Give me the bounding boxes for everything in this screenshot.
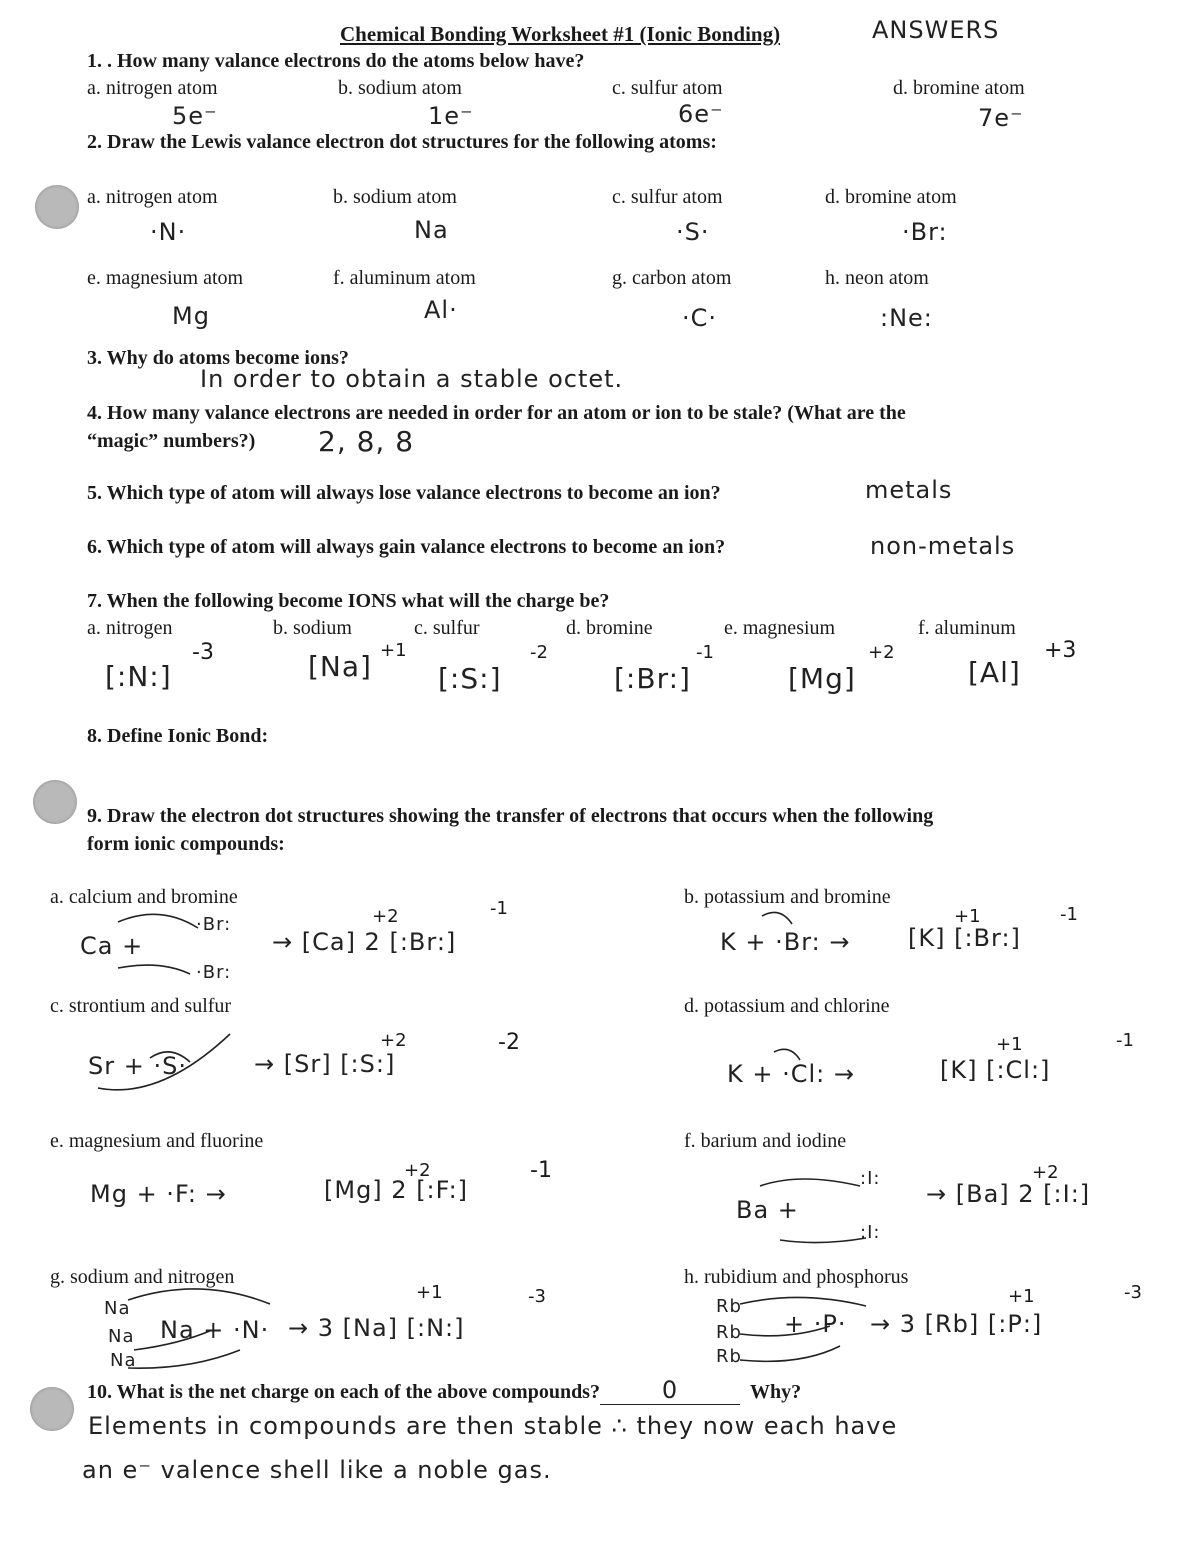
- q3-answer: In order to obtain a stable octet.: [200, 365, 624, 393]
- q9f-left: Ba +: [736, 1196, 799, 1224]
- q9c-left: Sr + ·S·: [88, 1052, 187, 1080]
- q1-answer-a: 5e⁻: [172, 102, 218, 130]
- q2-answer-f: Al·: [424, 296, 458, 324]
- q9a-label: a. calcium and bromine: [50, 886, 238, 908]
- q7-option-b: b. sodium: [273, 617, 352, 639]
- q9f-arrow-1: [760, 1179, 860, 1186]
- q7-option-a: a. nitrogen: [87, 617, 173, 639]
- q7-option-c: c. sulfur: [414, 617, 480, 639]
- q2-option-f: f. aluminum atom: [333, 267, 476, 289]
- q1-option-d: d. bromine atom: [893, 77, 1025, 99]
- q9b-arrow: [762, 912, 792, 924]
- q7-charge-b: +1: [380, 640, 407, 661]
- q2-option-a: a. nitrogen atom: [87, 186, 218, 208]
- q9e-product: [Mg] 2 [:F:]: [324, 1176, 469, 1204]
- q9b-left: K + ·Br: →: [720, 928, 851, 956]
- q9g-charge-1: +1: [416, 1282, 443, 1303]
- q2-answer-d: ·Br:: [902, 218, 948, 246]
- q2-answer-h: :Ne:: [880, 304, 933, 332]
- q7-charge-a: -3: [192, 640, 214, 665]
- q1-answer-b: 1e⁻: [428, 102, 474, 130]
- q1-option-c: c. sulfur atom: [612, 77, 723, 99]
- question-7: 7. When the following become IONS what will the charge be?: [87, 590, 610, 612]
- q9h-arrow-1: [740, 1297, 866, 1306]
- q9b-label: b. potassium and bromine: [684, 886, 891, 908]
- q9g-na-3: Na: [110, 1350, 137, 1371]
- q7-option-f: f. aluminum: [918, 617, 1016, 639]
- q9b-product: [K] [:Br:]: [908, 924, 1021, 952]
- q9d-left: K + ·Cl: →: [727, 1060, 855, 1088]
- q2-answer-g: ·C·: [682, 304, 718, 332]
- q9a-left: Ca +: [80, 932, 144, 960]
- q9f-reactant-i1: :I:: [860, 1168, 881, 1189]
- q7-charge-d: -1: [696, 642, 714, 663]
- q10-answer-line-2: an e⁻ valence shell like a noble gas.: [82, 1456, 552, 1484]
- q9h-left: + ·P·: [784, 1310, 847, 1338]
- q9b-charge-2: -1: [1060, 904, 1078, 925]
- q9h-product: → 3 [Rb] [:P:]: [870, 1310, 1043, 1338]
- q9e-charge-1: +2: [404, 1160, 431, 1181]
- q6-answer: non-metals: [870, 532, 1016, 560]
- q9f-product: → [Ba] 2 [:I:]: [926, 1180, 1091, 1208]
- q9h-label: h. rubidium and phosphorus: [684, 1266, 909, 1288]
- q9d-arrow: [774, 1049, 800, 1060]
- q9b-charge-1: +1: [954, 906, 981, 927]
- q2-answer-c: ·S·: [676, 218, 710, 246]
- q7-answer-d: [:Br:]: [614, 662, 691, 695]
- q9h-rb-2: Rb: [716, 1322, 742, 1343]
- q7-answer-b: [Na]: [308, 650, 372, 683]
- q9h-rb-3: Rb: [716, 1346, 742, 1367]
- question-8: 8. Define Ionic Bond:: [87, 725, 269, 747]
- q9g-na-2: Na: [108, 1326, 135, 1347]
- q1-answer-c: 6e⁻: [678, 100, 724, 128]
- q1-option-a: a. nitrogen atom: [87, 77, 218, 99]
- q2-option-h: h. neon atom: [825, 267, 929, 289]
- q10-blank-answer: 0: [600, 1376, 740, 1405]
- q9c-arrow-1: [98, 1034, 230, 1090]
- q9a-arrow-1: [118, 914, 198, 928]
- q9h-rb-1: Rb: [716, 1296, 742, 1317]
- q2-option-b: b. sodium atom: [333, 186, 457, 208]
- q9a-charge-1: +2: [372, 906, 399, 927]
- q1-option-b: b. sodium atom: [338, 77, 462, 99]
- q7-option-d: d. bromine: [566, 617, 653, 639]
- q9c-label: c. strontium and sulfur: [50, 995, 232, 1017]
- q5-answer: metals: [865, 476, 953, 504]
- q7-answer-f: [Al]: [968, 656, 1021, 689]
- q1-answer-d: 7e⁻: [978, 104, 1024, 132]
- q9c-charge-2: -2: [498, 1030, 520, 1055]
- q9a-reactant-br2: ·Br:: [196, 962, 232, 983]
- q9h-charge-1: +1: [1008, 1286, 1035, 1307]
- q2-option-e: e. magnesium atom: [87, 267, 244, 289]
- q10-why: Why?: [749, 1381, 802, 1403]
- q9c-charge-1: +2: [380, 1030, 407, 1051]
- q7-charge-c: -2: [530, 642, 548, 663]
- q9f-label: f. barium and iodine: [684, 1130, 847, 1152]
- question-2: 2. Draw the Lewis valance electron dot structures for the following atoms:: [87, 131, 717, 153]
- q9d-label: d. potassium and chlorine: [684, 995, 890, 1017]
- question-1: 1. . How many valance electrons do the atoms below have?: [87, 50, 585, 72]
- question-6: 6. Which type of atom will always gain valance electrons to become an ion?: [87, 536, 726, 558]
- q7-charge-e: +2: [868, 642, 895, 663]
- q10-answer-line-1: Elements in compounds are then stable ∴ they now each have: [88, 1412, 898, 1440]
- q2-answer-b: Na: [414, 216, 449, 244]
- q9h-arrow-3: [740, 1346, 840, 1361]
- question-9: 9. Draw the electron dot structures showing the transfer of electrons that occurs when the following: [87, 805, 934, 827]
- q2-answer-e: Mg: [172, 302, 210, 330]
- question-10-text: 10. What is the net charge on each of the above compounds?: [87, 1381, 600, 1403]
- q9c-arrow-2: [150, 1052, 190, 1062]
- q9c-product: → [Sr] [:S:]: [254, 1050, 396, 1078]
- page-title: Chemical Bonding Worksheet #1 (Ionic Bonding): [340, 22, 781, 46]
- q7-answer-e: [Mg]: [788, 662, 856, 695]
- q9g-arrow-2: [134, 1330, 212, 1350]
- q4-answer: 2, 8, 8: [318, 425, 415, 458]
- q2-option-g: g. carbon atom: [612, 267, 732, 289]
- q9g-left: Na + ·N·: [160, 1316, 270, 1344]
- q9h-charge-2: -3: [1124, 1282, 1142, 1303]
- q7-answer-a: [:N:]: [105, 660, 172, 693]
- q7-charge-f: +3: [1044, 638, 1077, 663]
- q9g-arrow-3: [128, 1350, 240, 1368]
- q9g-charge-2: -3: [528, 1286, 546, 1307]
- question-4-continued: “magic” numbers?): [87, 430, 256, 452]
- q2-option-c: c. sulfur atom: [612, 186, 723, 208]
- question-4: 4. How many valance electrons are needed in order for an atom or ion to be stale? (What are the: [87, 402, 906, 424]
- q9e-charge-2: -1: [530, 1158, 552, 1183]
- q9a-reactant-br1: ·Br:: [196, 914, 232, 935]
- q9e-left: Mg + ·F: →: [90, 1180, 227, 1208]
- question-10: [87, 1376, 801, 1405]
- q9g-na-1: Na: [104, 1298, 131, 1319]
- q9f-charge-1: +2: [1032, 1162, 1059, 1183]
- answers-label: ANSWERS: [872, 16, 1000, 44]
- q9a-charge-2: -1: [490, 898, 508, 919]
- q2-answer-a: ·N·: [150, 218, 187, 246]
- q7-answer-c: [:S:]: [438, 662, 502, 695]
- q9f-arrow-2: [780, 1238, 866, 1243]
- q9f-reactant-i2: :I:: [860, 1222, 881, 1243]
- question-9-continued: form ionic compounds:: [87, 833, 285, 855]
- q9a-arrow-2: [118, 965, 190, 974]
- q9a-product: → [Ca] 2 [:Br:]: [272, 928, 457, 956]
- q2-option-d: d. bromine atom: [825, 186, 957, 208]
- question-5: 5. Which type of atom will always lose valance electrons to become an ion?: [87, 482, 721, 504]
- q7-option-e: e. magnesium: [724, 617, 836, 639]
- q9d-charge-1: +1: [996, 1034, 1023, 1055]
- q9g-label: g. sodium and nitrogen: [50, 1266, 235, 1288]
- question-3: 3. Why do atoms become ions?: [87, 347, 349, 369]
- q9g-arrow-1: [128, 1289, 270, 1304]
- q9g-product: → 3 [Na] [:N:]: [288, 1314, 465, 1342]
- q9e-label: e. magnesium and fluorine: [50, 1130, 264, 1152]
- q9d-product: [K] [:Cl:]: [940, 1056, 1051, 1084]
- q9h-arrow-2: [740, 1326, 830, 1336]
- q9d-charge-2: -1: [1116, 1030, 1134, 1051]
